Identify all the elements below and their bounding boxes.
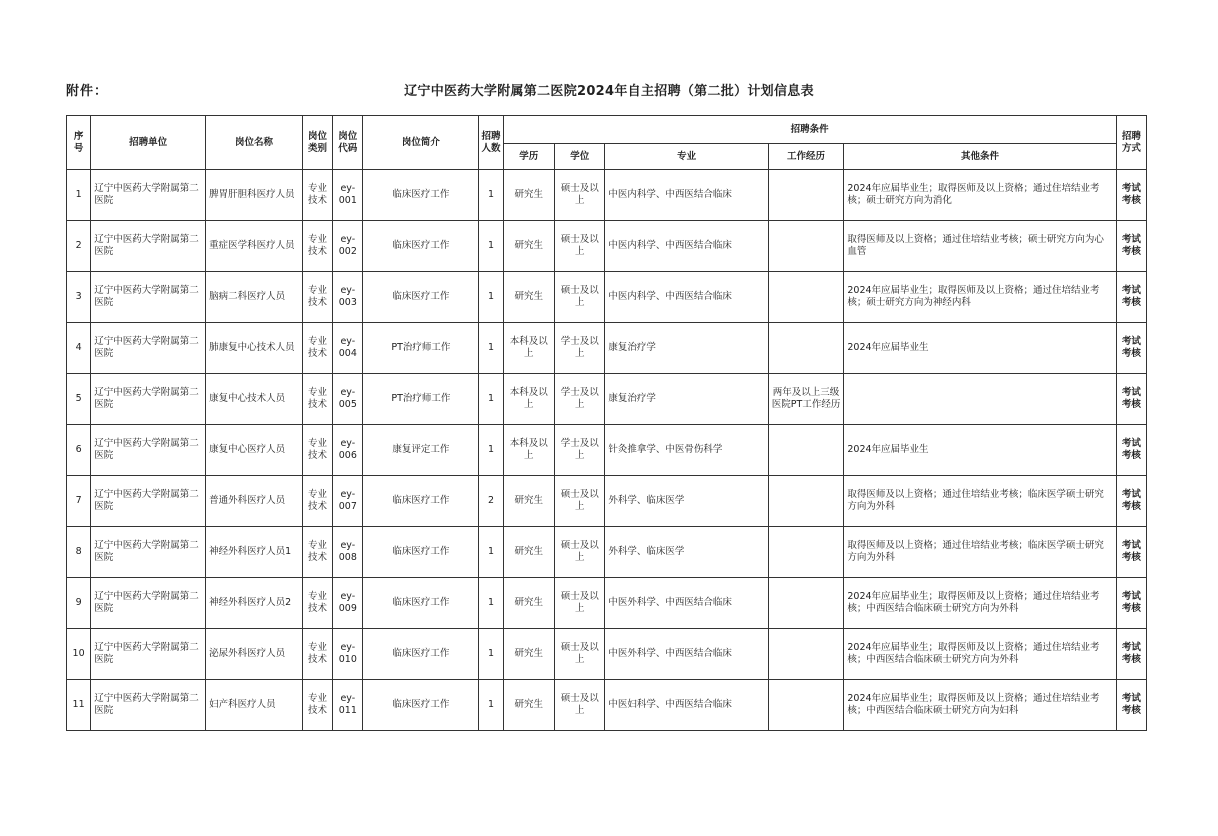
header-method: 招聘方式 (1116, 116, 1146, 170)
cell-experience (768, 680, 844, 731)
cell-major: 中医妇科学、中西医结合临床 (605, 680, 768, 731)
cell-unit: 辽宁中医药大学附属第二医院 (91, 476, 206, 527)
cell-other: 2024年应届毕业生；取得医师及以上资格；通过住培结业考核；中西医结合临床硕士研究方向为妇科 (844, 680, 1116, 731)
header-count: 招聘人数 (479, 116, 503, 170)
cell-post-type: 专业技术 (302, 476, 332, 527)
cell-count: 1 (479, 323, 503, 374)
cell-degree: 学士及以上 (555, 425, 605, 476)
cell-seq: 4 (67, 323, 91, 374)
cell-method: 考试考核 (1116, 170, 1146, 221)
header-education: 学历 (503, 144, 554, 170)
cell-unit: 辽宁中医药大学附属第二医院 (91, 680, 206, 731)
header-major: 专业 (605, 144, 768, 170)
cell-seq: 10 (67, 629, 91, 680)
cell-other: 2024年应届毕业生；取得医师及以上资格；通过住培结业考核；硕士研究方向为消化 (844, 170, 1116, 221)
cell-experience: 两年及以上三级医院PT工作经历 (768, 374, 844, 425)
table-row (67, 680, 1147, 731)
cell-post-type: 专业技术 (302, 272, 332, 323)
table-row (67, 374, 1147, 425)
cell-method: 考试考核 (1116, 374, 1146, 425)
cell-experience (768, 629, 844, 680)
cell-education: 本科及以上 (503, 323, 554, 374)
cell-other (844, 374, 1116, 425)
cell-post-name: 康复中心技术人员 (206, 374, 303, 425)
cell-post-type: 专业技术 (302, 374, 332, 425)
cell-method: 考试考核 (1116, 578, 1146, 629)
cell-major: 外科学、临床医学 (605, 476, 768, 527)
table-row (67, 272, 1147, 323)
cell-count: 1 (479, 680, 503, 731)
cell-post-code: ey-003 (333, 272, 363, 323)
cell-other: 取得医师及以上资格；通过住培结业考核；临床医学硕士研究方向为外科 (844, 527, 1116, 578)
cell-experience (768, 425, 844, 476)
cell-experience (768, 527, 844, 578)
cell-major: 中医外科学、中西医结合临床 (605, 629, 768, 680)
header-unit: 招聘单位 (91, 116, 206, 170)
cell-post-type: 专业技术 (302, 323, 332, 374)
cell-unit: 辽宁中医药大学附属第二医院 (91, 170, 206, 221)
header-post-code: 岗位代码 (333, 116, 363, 170)
cell-count: 1 (479, 629, 503, 680)
cell-post-name: 重症医学科医疗人员 (206, 221, 303, 272)
cell-post-type: 专业技术 (302, 527, 332, 578)
cell-post-desc: 临床医疗工作 (363, 272, 479, 323)
table-row (67, 476, 1147, 527)
cell-count: 1 (479, 578, 503, 629)
attachment-label: 附件： (66, 84, 109, 99)
cell-post-code: ey-001 (333, 170, 363, 221)
header-degree: 学位 (555, 144, 605, 170)
cell-education: 本科及以上 (503, 374, 554, 425)
table-row (67, 527, 1147, 578)
document-title: 辽宁中医药大学附属第二医院2024年自主招聘（第二批）计划信息表 (404, 84, 814, 99)
cell-other: 2024年应届毕业生 (844, 425, 1116, 476)
cell-unit: 辽宁中医药大学附属第二医院 (91, 221, 206, 272)
cell-education: 研究生 (503, 272, 554, 323)
cell-other: 2024年应届毕业生；取得医师及以上资格；通过住培结业考核；中西医结合临床硕士研究方向为外科 (844, 578, 1116, 629)
cell-other: 2024年应届毕业生 (844, 323, 1116, 374)
cell-method: 考试考核 (1116, 680, 1146, 731)
cell-degree: 学士及以上 (555, 374, 605, 425)
cell-post-desc: 临床医疗工作 (363, 170, 479, 221)
cell-degree: 硕士及以上 (555, 170, 605, 221)
cell-post-name: 康复中心医疗人员 (206, 425, 303, 476)
cell-post-code: ey-002 (333, 221, 363, 272)
cell-unit: 辽宁中医药大学附属第二医院 (91, 527, 206, 578)
cell-post-name: 泌尿外科医疗人员 (206, 629, 303, 680)
cell-seq: 5 (67, 374, 91, 425)
cell-post-name: 脾胃肝胆科医疗人员 (206, 170, 303, 221)
cell-post-desc: 临床医疗工作 (363, 629, 479, 680)
cell-degree: 硕士及以上 (555, 578, 605, 629)
cell-education: 研究生 (503, 221, 554, 272)
cell-unit: 辽宁中医药大学附属第二医院 (91, 323, 206, 374)
cell-seq: 2 (67, 221, 91, 272)
table-row (67, 629, 1147, 680)
cell-method: 考试考核 (1116, 323, 1146, 374)
header-post-name: 岗位名称 (206, 116, 303, 170)
cell-major: 中医外科学、中西医结合临床 (605, 578, 768, 629)
header-post-desc: 岗位简介 (363, 116, 479, 170)
cell-post-type: 专业技术 (302, 578, 332, 629)
cell-degree: 硕士及以上 (555, 527, 605, 578)
cell-count: 1 (479, 527, 503, 578)
cell-count: 1 (479, 374, 503, 425)
cell-experience (768, 578, 844, 629)
cell-post-type: 专业技术 (302, 680, 332, 731)
cell-seq: 8 (67, 527, 91, 578)
cell-post-code: ey-005 (333, 374, 363, 425)
cell-education: 研究生 (503, 527, 554, 578)
header-seq: 序号 (67, 116, 91, 170)
cell-degree: 学士及以上 (555, 323, 605, 374)
cell-method: 考试考核 (1116, 476, 1146, 527)
cell-method: 考试考核 (1116, 272, 1146, 323)
cell-degree: 硕士及以上 (555, 476, 605, 527)
cell-post-name: 普通外科医疗人员 (206, 476, 303, 527)
cell-seq: 6 (67, 425, 91, 476)
cell-major: 康复治疗学 (605, 323, 768, 374)
cell-major: 外科学、临床医学 (605, 527, 768, 578)
cell-other: 取得医师及以上资格；通过住培结业考核；硕士研究方向为心血管 (844, 221, 1116, 272)
cell-count: 1 (479, 170, 503, 221)
cell-other: 取得医师及以上资格；通过住培结业考核；临床医学硕士研究方向为外科 (844, 476, 1116, 527)
cell-unit: 辽宁中医药大学附属第二医院 (91, 272, 206, 323)
cell-unit: 辽宁中医药大学附属第二医院 (91, 629, 206, 680)
cell-major: 中医内科学、中西医结合临床 (605, 170, 768, 221)
cell-method: 考试考核 (1116, 629, 1146, 680)
cell-experience (768, 221, 844, 272)
table-row (67, 425, 1147, 476)
cell-unit: 辽宁中医药大学附属第二医院 (91, 374, 206, 425)
cell-major: 康复治疗学 (605, 374, 768, 425)
cell-post-type: 专业技术 (302, 221, 332, 272)
cell-post-type: 专业技术 (302, 170, 332, 221)
cell-post-name: 肺康复中心技术人员 (206, 323, 303, 374)
cell-experience (768, 272, 844, 323)
cell-post-code: ey-004 (333, 323, 363, 374)
cell-major: 针灸推拿学、中医骨伤科学 (605, 425, 768, 476)
cell-education: 本科及以上 (503, 425, 554, 476)
cell-degree: 硕士及以上 (555, 680, 605, 731)
table-row (67, 221, 1147, 272)
cell-seq: 11 (67, 680, 91, 731)
table-row (67, 170, 1147, 221)
cell-post-name: 神经外科医疗人员1 (206, 527, 303, 578)
cell-method: 考试考核 (1116, 221, 1146, 272)
cell-experience (768, 323, 844, 374)
cell-post-code: ey-006 (333, 425, 363, 476)
cell-post-type: 专业技术 (302, 629, 332, 680)
cell-post-desc: PT治疗师工作 (363, 374, 479, 425)
cell-count: 1 (479, 425, 503, 476)
cell-post-code: ey-008 (333, 527, 363, 578)
header-conditions: 招聘条件 (503, 116, 1116, 144)
cell-post-desc: 临床医疗工作 (363, 527, 479, 578)
table-row (67, 323, 1147, 374)
cell-post-code: ey-010 (333, 629, 363, 680)
cell-post-type: 专业技术 (302, 425, 332, 476)
cell-education: 研究生 (503, 476, 554, 527)
cell-method: 考试考核 (1116, 425, 1146, 476)
cell-unit: 辽宁中医药大学附属第二医院 (91, 578, 206, 629)
cell-degree: 硕士及以上 (555, 272, 605, 323)
cell-seq: 7 (67, 476, 91, 527)
cell-count: 1 (479, 221, 503, 272)
cell-education: 研究生 (503, 170, 554, 221)
cell-post-code: ey-007 (333, 476, 363, 527)
cell-other: 2024年应届毕业生；取得医师及以上资格；通过住培结业考核；中西医结合临床硕士研究方向为外科 (844, 629, 1116, 680)
cell-education: 研究生 (503, 578, 554, 629)
cell-experience (768, 476, 844, 527)
cell-post-desc: 临床医疗工作 (363, 221, 479, 272)
cell-seq: 1 (67, 170, 91, 221)
table-row (67, 578, 1147, 629)
cell-count: 2 (479, 476, 503, 527)
header-post-type: 岗位类别 (302, 116, 332, 170)
cell-post-desc: 临床医疗工作 (363, 476, 479, 527)
cell-degree: 硕士及以上 (555, 221, 605, 272)
cell-seq: 3 (67, 272, 91, 323)
cell-method: 考试考核 (1116, 527, 1146, 578)
header-experience: 工作经历 (768, 144, 844, 170)
cell-experience (768, 170, 844, 221)
cell-seq: 9 (67, 578, 91, 629)
table-body (67, 170, 1147, 731)
cell-post-name: 脑病二科医疗人员 (206, 272, 303, 323)
cell-count: 1 (479, 272, 503, 323)
cell-unit: 辽宁中医药大学附属第二医院 (91, 425, 206, 476)
cell-post-code: ey-009 (333, 578, 363, 629)
header-other: 其他条件 (844, 144, 1116, 170)
cell-major: 中医内科学、中西医结合临床 (605, 272, 768, 323)
cell-post-desc: PT治疗师工作 (363, 323, 479, 374)
cell-other: 2024年应届毕业生；取得医师及以上资格；通过住培结业考核；硕士研究方向为神经内科 (844, 272, 1116, 323)
recruitment-table (66, 115, 1147, 731)
cell-post-code: ey-011 (333, 680, 363, 731)
cell-post-name: 妇产科医疗人员 (206, 680, 303, 731)
cell-post-desc: 临床医疗工作 (363, 680, 479, 731)
cell-education: 研究生 (503, 680, 554, 731)
cell-post-desc: 康复评定工作 (363, 425, 479, 476)
cell-post-desc: 临床医疗工作 (363, 578, 479, 629)
cell-post-name: 神经外科医疗人员2 (206, 578, 303, 629)
cell-major: 中医内科学、中西医结合临床 (605, 221, 768, 272)
cell-education: 研究生 (503, 629, 554, 680)
cell-degree: 硕士及以上 (555, 629, 605, 680)
